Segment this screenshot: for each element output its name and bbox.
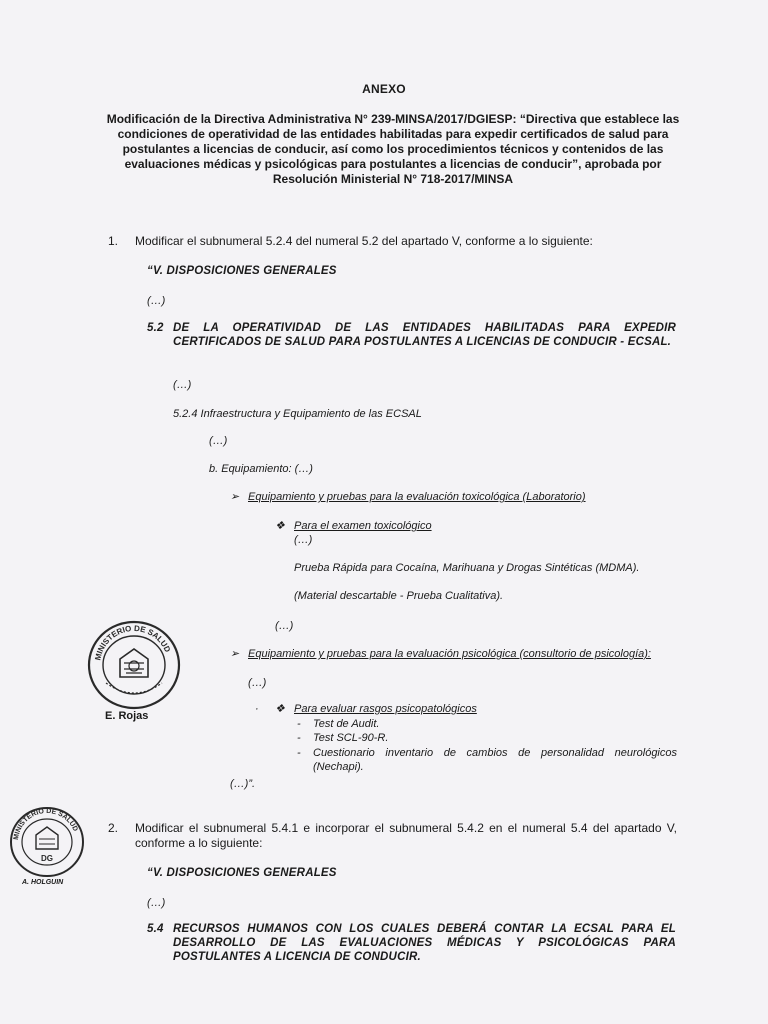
bullet-laboratorio: Equipamiento y pruebas para la evaluación toxicológica (Laboratorio) (248, 491, 586, 503)
ellipsis: (…) (275, 620, 294, 632)
diamond-bullet-icon: ❖ (275, 703, 285, 715)
item-2-number: 2. (108, 821, 119, 835)
seal-icon (8, 805, 86, 879)
dash-bullet-icon: - (297, 732, 301, 744)
dash-bullet-icon: - (297, 718, 301, 730)
sub-examen-toxicologico: Para el examen toxicológico (294, 520, 432, 532)
subsection-5-4-number: 5.4 (147, 923, 164, 935)
equipamiento-line: b. Equipamiento: (…) (209, 463, 313, 475)
ellipsis: (…) (248, 677, 267, 689)
arrow-bullet-icon: ➢ (230, 648, 240, 660)
sub-rasgos-psicopatologicos: Para evaluar rasgos psicopatológicos (294, 703, 477, 715)
ellipsis: (…) (209, 435, 228, 447)
subsection-5-2-4: 5.2.4 Infraestructura y Equipamiento de las ECSAL (173, 408, 422, 420)
test-item: Test SCL-90-R. (313, 732, 389, 744)
item-1-number: 1. (108, 234, 119, 248)
subsection-5-4-text: RECURSOS HUMANOS CON LOS CUALES DEBERÁ CONTAR LA ECSAL PARA EL DESARROLLO DE LAS EVALUACIONES MÉDICAS Y PSICOLÓGICAS PARA POSTULANTES A LICENCIA DE CONDUCIR. (173, 923, 676, 963)
seal-ring-text: MINISTERIO DE SALUD (12, 807, 79, 841)
subsection-5-2-number: 5.2 (147, 322, 164, 334)
item-1-text: Modificar el subnumeral 5.2.4 del numeral 5.2 del apartado V, conforme a lo siguiente: (135, 234, 593, 248)
section-heading-1: “V. DISPOSICIONES GENERALES (147, 265, 337, 277)
ellipsis: (…) (147, 897, 166, 909)
stamp-signature-holguin: A. HOLGUIN (22, 879, 64, 886)
test-item: Cuestionario inventario de cambios de personalidad neurológicos (Nechapi). (313, 747, 677, 773)
ellipsis: (…) (173, 379, 192, 391)
ellipsis: (…) (147, 295, 166, 307)
bullet-psicologia: Equipamiento y pruebas para la evaluación psicológica (consultorio de psicología): (248, 648, 651, 660)
seal-inner-text: DG (41, 854, 53, 863)
ministry-seal-stamp-dg (8, 805, 86, 879)
prueba-rapida-text: Prueba Rápida para Cocaína, Marihuana y Drogas Sintéticas (MDMA). (294, 562, 640, 574)
ellipsis-close: (…)”. (230, 778, 256, 790)
seal-ring-text: MINISTERIO DE SALUD (93, 623, 173, 662)
annex-subtitle: Modificación de la Directiva Administrativa N° 239-MINSA/2017/DGIESP: “Directiva que establece las condiciones de operatividad de las entidades habilitadas para expedir certificados de salud para postulantes a licencias de conducir, así como los procedimientos técnicos y contenidos de las evaluaciones médicas y psicológicas para postulantes a licencias de conducir”, aprobada por Resolución Ministerial N° 718-2017/MINSA (106, 112, 680, 186)
material-text: (Material descartable - Prueba Cualitativa). (294, 590, 504, 602)
ministry-seal-stamp (86, 619, 182, 711)
annex-title: ANEXO (362, 82, 406, 96)
diamond-bullet-icon: ❖ (275, 520, 285, 532)
item-2-text: Modificar el subnumeral 5.4.1 e incorporar el subnumeral 5.4.2 en el numeral 5.4 del apartado V, conforme a lo siguiente: (135, 821, 677, 850)
ellipsis: (…) (294, 534, 313, 546)
dash-bullet-icon: - (297, 747, 301, 759)
dot-bullet-icon: · (255, 703, 259, 715)
seal-icon (86, 619, 182, 711)
stamp-signature-rojas: E. Rojas (105, 710, 149, 722)
arrow-bullet-icon: ➢ (230, 491, 240, 503)
test-item: Test de Audit. (313, 718, 380, 730)
section-heading-2: “V. DISPOSICIONES GENERALES (147, 867, 337, 879)
subsection-5-2-text: DE LA OPERATIVIDAD DE LAS ENTIDADES HABILITADAS PARA EXPEDIR CERTIFICADOS DE SALUD PARA POSTULANTES A LICENCIAS DE CONDUCIR - ECSAL. (173, 322, 676, 348)
